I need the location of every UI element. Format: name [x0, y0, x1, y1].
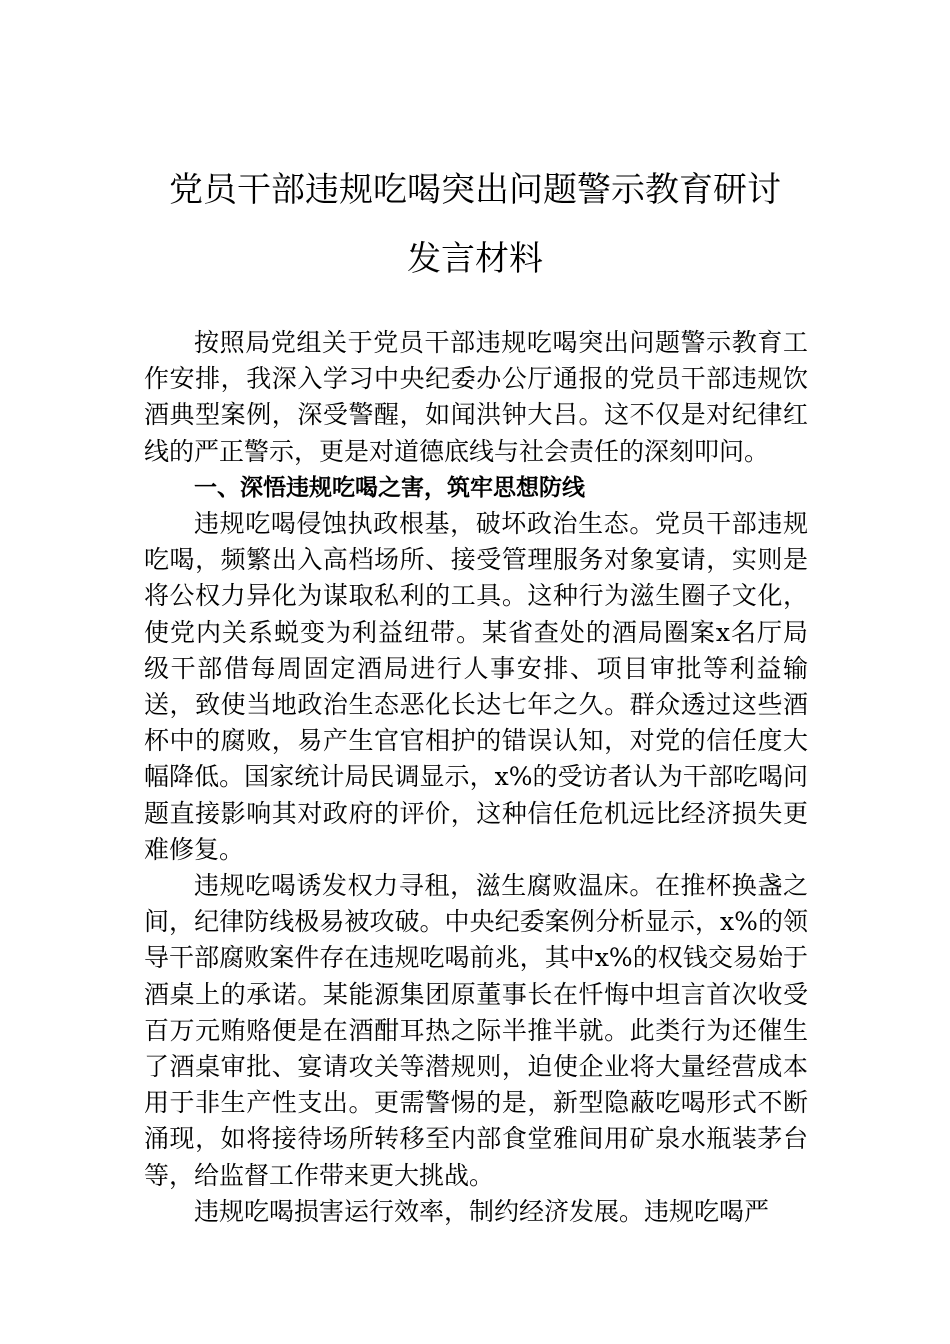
intro-paragraph: 按照局党组关于党员干部违规吃喝突出问题警示教育工作安排，我深入学习中央纪委办公厅通报的党员干部违规饮酒典型案例，深受警醒，如闻洪钟大吕。这不仅是对纪律红线的严正警示，更是对道德底线与社会责任的深刻叩问。 — [144, 328, 808, 466]
body-paragraph: 违规吃喝侵蚀执政根基，破坏政治生态。党员干部违规吃喝，频繁出入高档场所、接受管理服务对象宴请，实则是将公权力异化为谋取私利的工具。这种行为滋生圈子文化，使党内关系蜕变为利益纽带。某省查处的酒局圈案x名厅局级干部借每周固定酒局进行人事安排、项目审批等利益输送，致使当地政治生态恶化长达七年之久。群众透过这些酒杯中的腐败，易产生官官相护的错误认知，对党的信任度大幅降低。国家统计局民调显示，x%的受访者认为干部吃喝问题直接影响其对政府的评价，这种信任危机远比经济损失更难修复。 — [144, 509, 808, 864]
document-title-line-1: 党员干部违规吃喝突出问题警示教育研讨 — [169, 170, 781, 210]
section-heading: 一、深悟违规吃喝之害，筑牢思想防线 — [194, 474, 585, 501]
body-paragraph: 违规吃喝诱发权力寻租，滋生腐败温床。在推杯换盏之间，纪律防线极易被攻破。中央纪委案例分析显示，x%的领导干部腐败案件存在违规吃喝前兆，其中x%的权钱交易始于酒桌上的承诺。某能源集团原董事长在忏悔中坦言首次收受百万元贿赂便是在酒酣耳热之际半推半就。此类行为还催生了酒桌审批、宴请攻关等潜规则，迫使企业将大量经营成本用于非生产性支出。更需警惕的是，新型隐蔽吃喝形式不断涌现，如将接待场所转移至内部食堂雅间用矿泉水瓶装茅台等，给监督工作带来更大挑战。 — [144, 871, 808, 1190]
document-title-line-2: 发言材料 — [407, 239, 543, 279]
document-body — [144, 325, 808, 1230]
body-paragraph: 违规吃喝损害运行效率，制约经济发展。违规吃喝严 — [194, 1196, 770, 1226]
